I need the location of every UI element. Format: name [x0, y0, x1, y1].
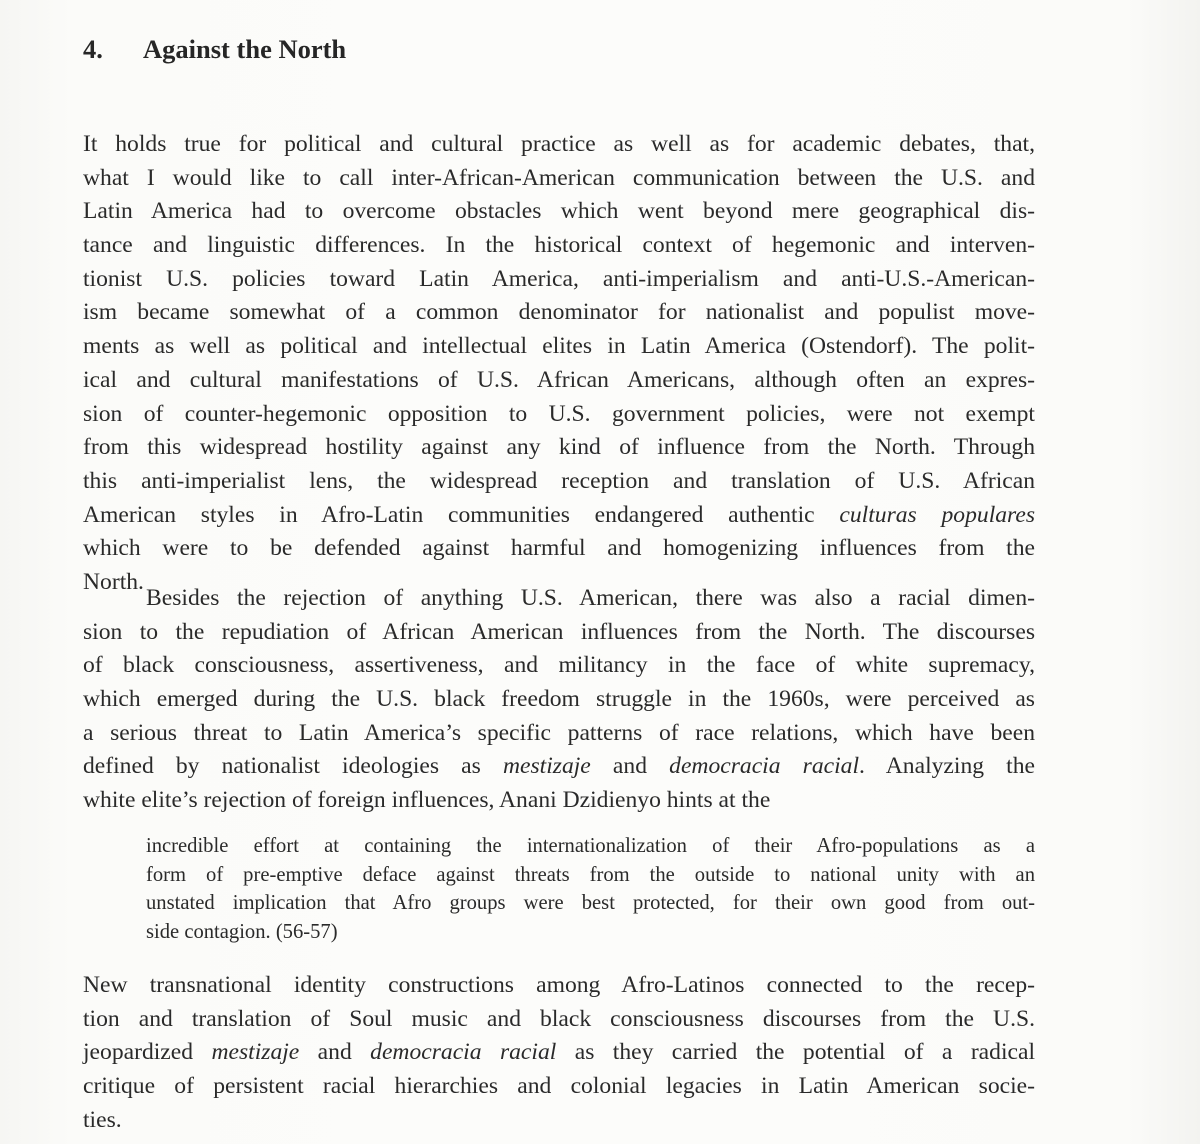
text-line: white elite’s rejection of foreign influences, Anani Dzidienyo hints at the: [83, 787, 771, 814]
quote-line: side contagion. (56-57): [146, 920, 338, 943]
text-line: of black consciousness, assertiveness, and militancy in the face of white supremacy,: [83, 652, 1035, 679]
quote-line: form of pre-emptive deface against threats from the outside to national unity with an: [146, 863, 1035, 886]
text-line: [83, 499, 1035, 533]
text-line: ical and cultural manifestations of U.S. African Americans, although often an expres-: [83, 366, 1035, 393]
text-line: critique of persistent racial hierarchies and colonial legacies in Latin American socie-: [83, 1073, 1035, 1100]
text-line: sion to the repudiation of African American influences from the North. The discourses: [83, 618, 1035, 645]
text-line: Besides the rejection of anything U.S. American, there was also a racial dimen-: [146, 585, 1035, 611]
italic-term: culturas populares: [839, 501, 1035, 528]
text-line: sion of counter-hegemonic opposition to U.S. government policies, were not exempt: [83, 400, 1035, 427]
text-line: ism became somewhat of a common denominator for nationalist and populist move-: [83, 299, 1035, 326]
text-line: [83, 1036, 1035, 1070]
italic-term: democracia racial: [370, 1039, 557, 1066]
quote-line: incredible effort at containing the internationalization of their Afro-populations as a: [146, 835, 1035, 857]
text-line: what I would like to call inter-African-American communication between the U.S. and: [83, 164, 1035, 191]
italic-term: mestizaje: [502, 753, 591, 780]
section-heading: [83, 34, 346, 65]
paragraph-2: [83, 582, 1035, 818]
text-line: this anti-imperialist lens, the widespread reception and translation of U.S. African: [83, 467, 1035, 494]
text-line: North.: [83, 568, 144, 595]
text-line: tance and linguistic differences. In the historical context of hegemonic and interven-: [83, 232, 1035, 259]
text-run: and: [299, 1039, 371, 1066]
text-line: which emerged during the U.S. black freedom struggle in the 1960s, were perceived as: [83, 686, 1035, 713]
text-run: American styles in Afro-Latin communities endangered authentic: [83, 501, 840, 528]
text-line: New transnational identity constructions among Afro-Latinos connected to the recep-: [83, 972, 1035, 998]
text-line: It holds true for political and cultural practice as well as for academic debates, that,: [83, 131, 1035, 157]
text-run: jeopardized: [83, 1039, 212, 1066]
text-run: as they carried the potential of a radical: [556, 1039, 1035, 1066]
text-line: from this widespread hostility against any kind of influence from the North. Through: [83, 434, 1035, 461]
text-line: ments as well as political and intellectual elites in Latin America (Ostendorf). The polit-: [83, 333, 1035, 360]
text-line: tionist U.S. policies toward Latin America, anti-imperialism and anti-U.S.-American-: [83, 265, 1035, 292]
section-title: Against the North: [143, 34, 347, 64]
section-number: 4.: [83, 34, 103, 64]
text-run: defined by nationalist ideologies as: [83, 753, 503, 780]
text-line: a serious threat to Latin America’s specific patterns of race relations, which have been: [83, 719, 1035, 746]
text-line: tion and translation of Soul music and black consciousness discourses from the U.S.: [83, 1005, 1035, 1032]
text-line: Latin America had to overcome obstacles which went beyond mere geographical dis-: [83, 198, 1035, 225]
italic-term: democracia racial: [669, 753, 860, 780]
text-run: . Analyzing the: [859, 753, 1036, 780]
text-line: ties.: [83, 1106, 122, 1133]
italic-term: mestizaje: [211, 1039, 300, 1066]
quote-line: unstated implication that Afro groups were best protected, for their own good from out-: [146, 892, 1035, 914]
text-line: [83, 750, 1035, 784]
paragraph-1: [83, 128, 1035, 600]
paragraph-3: [83, 969, 1035, 1137]
text-line: which were to be defended against harmful and homogenizing influences from the: [83, 535, 1035, 562]
text-run: and: [590, 753, 670, 780]
block-quote: [146, 832, 1035, 946]
